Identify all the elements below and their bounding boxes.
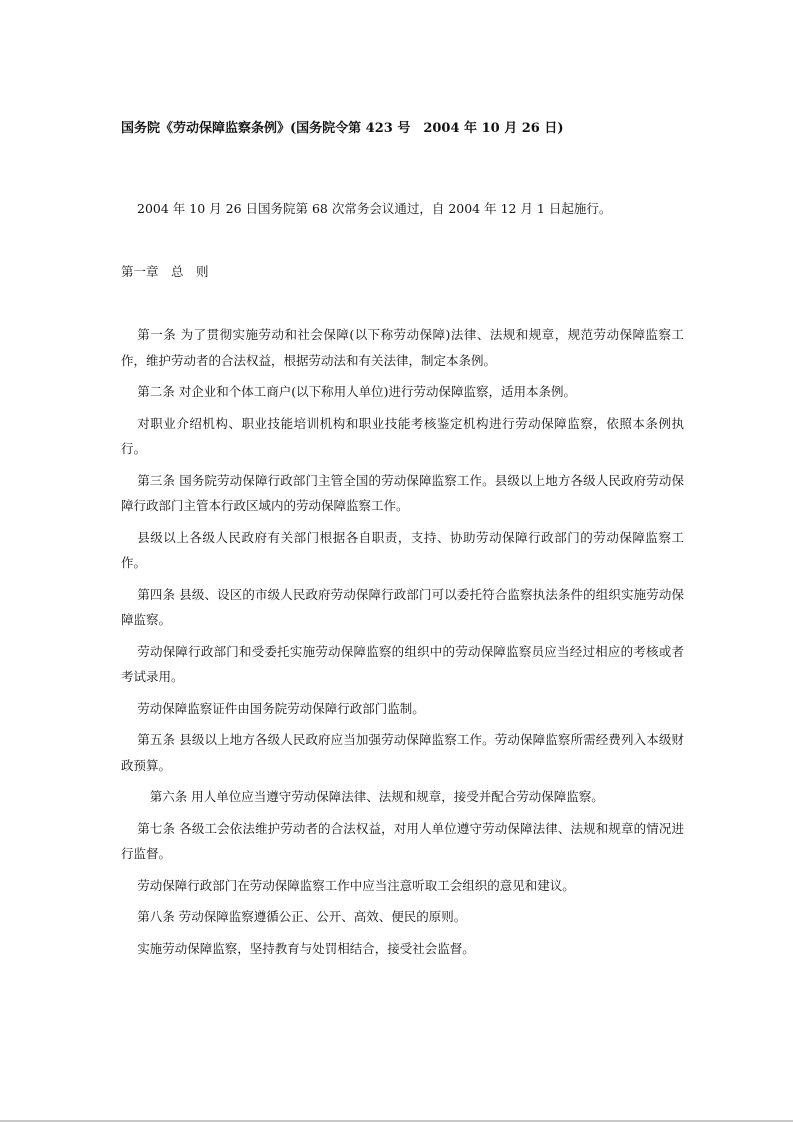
regulation-body [121,322,684,961]
article-2-clause: 对职业介绍机构、职业技能培训机构和职业技能考核鉴定机构进行劳动保障监察，依照本条例执行。 [121,415,684,456]
adoption-note: 2004 年 10 月 26 日国务院第 68 次常务会议通过，自 2004 年 12 月 1 日起施行。 [137,201,612,216]
article-8-clause: 实施劳动保障监察，坚持教育与处罚相结合，接受社会监督。 [137,940,475,956]
chapter-heading: 第一章 总 则 [121,264,209,279]
article-7-clause: 劳动保障行政部门在劳动保障监察工作中应当注意听取工会组织的意见和建议。 [137,877,575,893]
article-4-clause-2: 劳动保障监察证件由国务院劳动保障行政部门监制。 [137,700,425,716]
article-5: 第五条 县级以上地方各级人民政府应当加强劳动保障监察工作。劳动保障监察所需经费列入本级财政预算。 [121,732,684,773]
article-4: 第四条 县级、设区的市级人民政府劳动保障行政部门可以委托符合监察执法条件的组织实施劳动保障监察。 [121,586,684,627]
article-2: 第二条 对企业和个体工商户(以下称用人单位)进行劳动保障监察，适用本条例。 [137,384,576,399]
article-6: 第六条 用人单位应当遵守劳动保障法律、法规和规章，接受并配合劳动保障监察。 [149,789,604,804]
article-7: 第七条 各级工会依法维护劳动者的合法权益，对用人单位遵守劳动保障法律、法规和规章的情况进行监督。 [121,820,684,861]
article-3: 第三条 国务院劳动保障行政部门主管全国的劳动保障监察工作。县级以上地方各级人民政府劳动保障行政部门主管本行政区域内的劳动保障监察工作。 [121,472,684,513]
article-4-clause-1: 劳动保障行政部门和受委托实施劳动保障监察的组织中的劳动保障监察员应当经过相应的考核或者考试录用。 [121,643,684,684]
document-title: 国务院《劳动保障监察条例》(国务院令第 423 号 2004 年 10 月 26 日) [121,121,564,136]
article-3-clause: 县级以上各级人民政府有关部门根据各自职责，支持、协助劳动保障行政部门的劳动保障监察工作。 [121,529,684,570]
article-1: 第一条 为了贯彻实施劳动和社会保障(以下称劳动保障)法律、法规和规章，规范劳动保障监察工作，维护劳动者的合法权益，根据劳动法和有关法律，制定本条例。 [121,327,684,368]
article-8: 第八条 劳动保障监察遵循公正、公开、高效、便民的原则。 [137,909,467,924]
